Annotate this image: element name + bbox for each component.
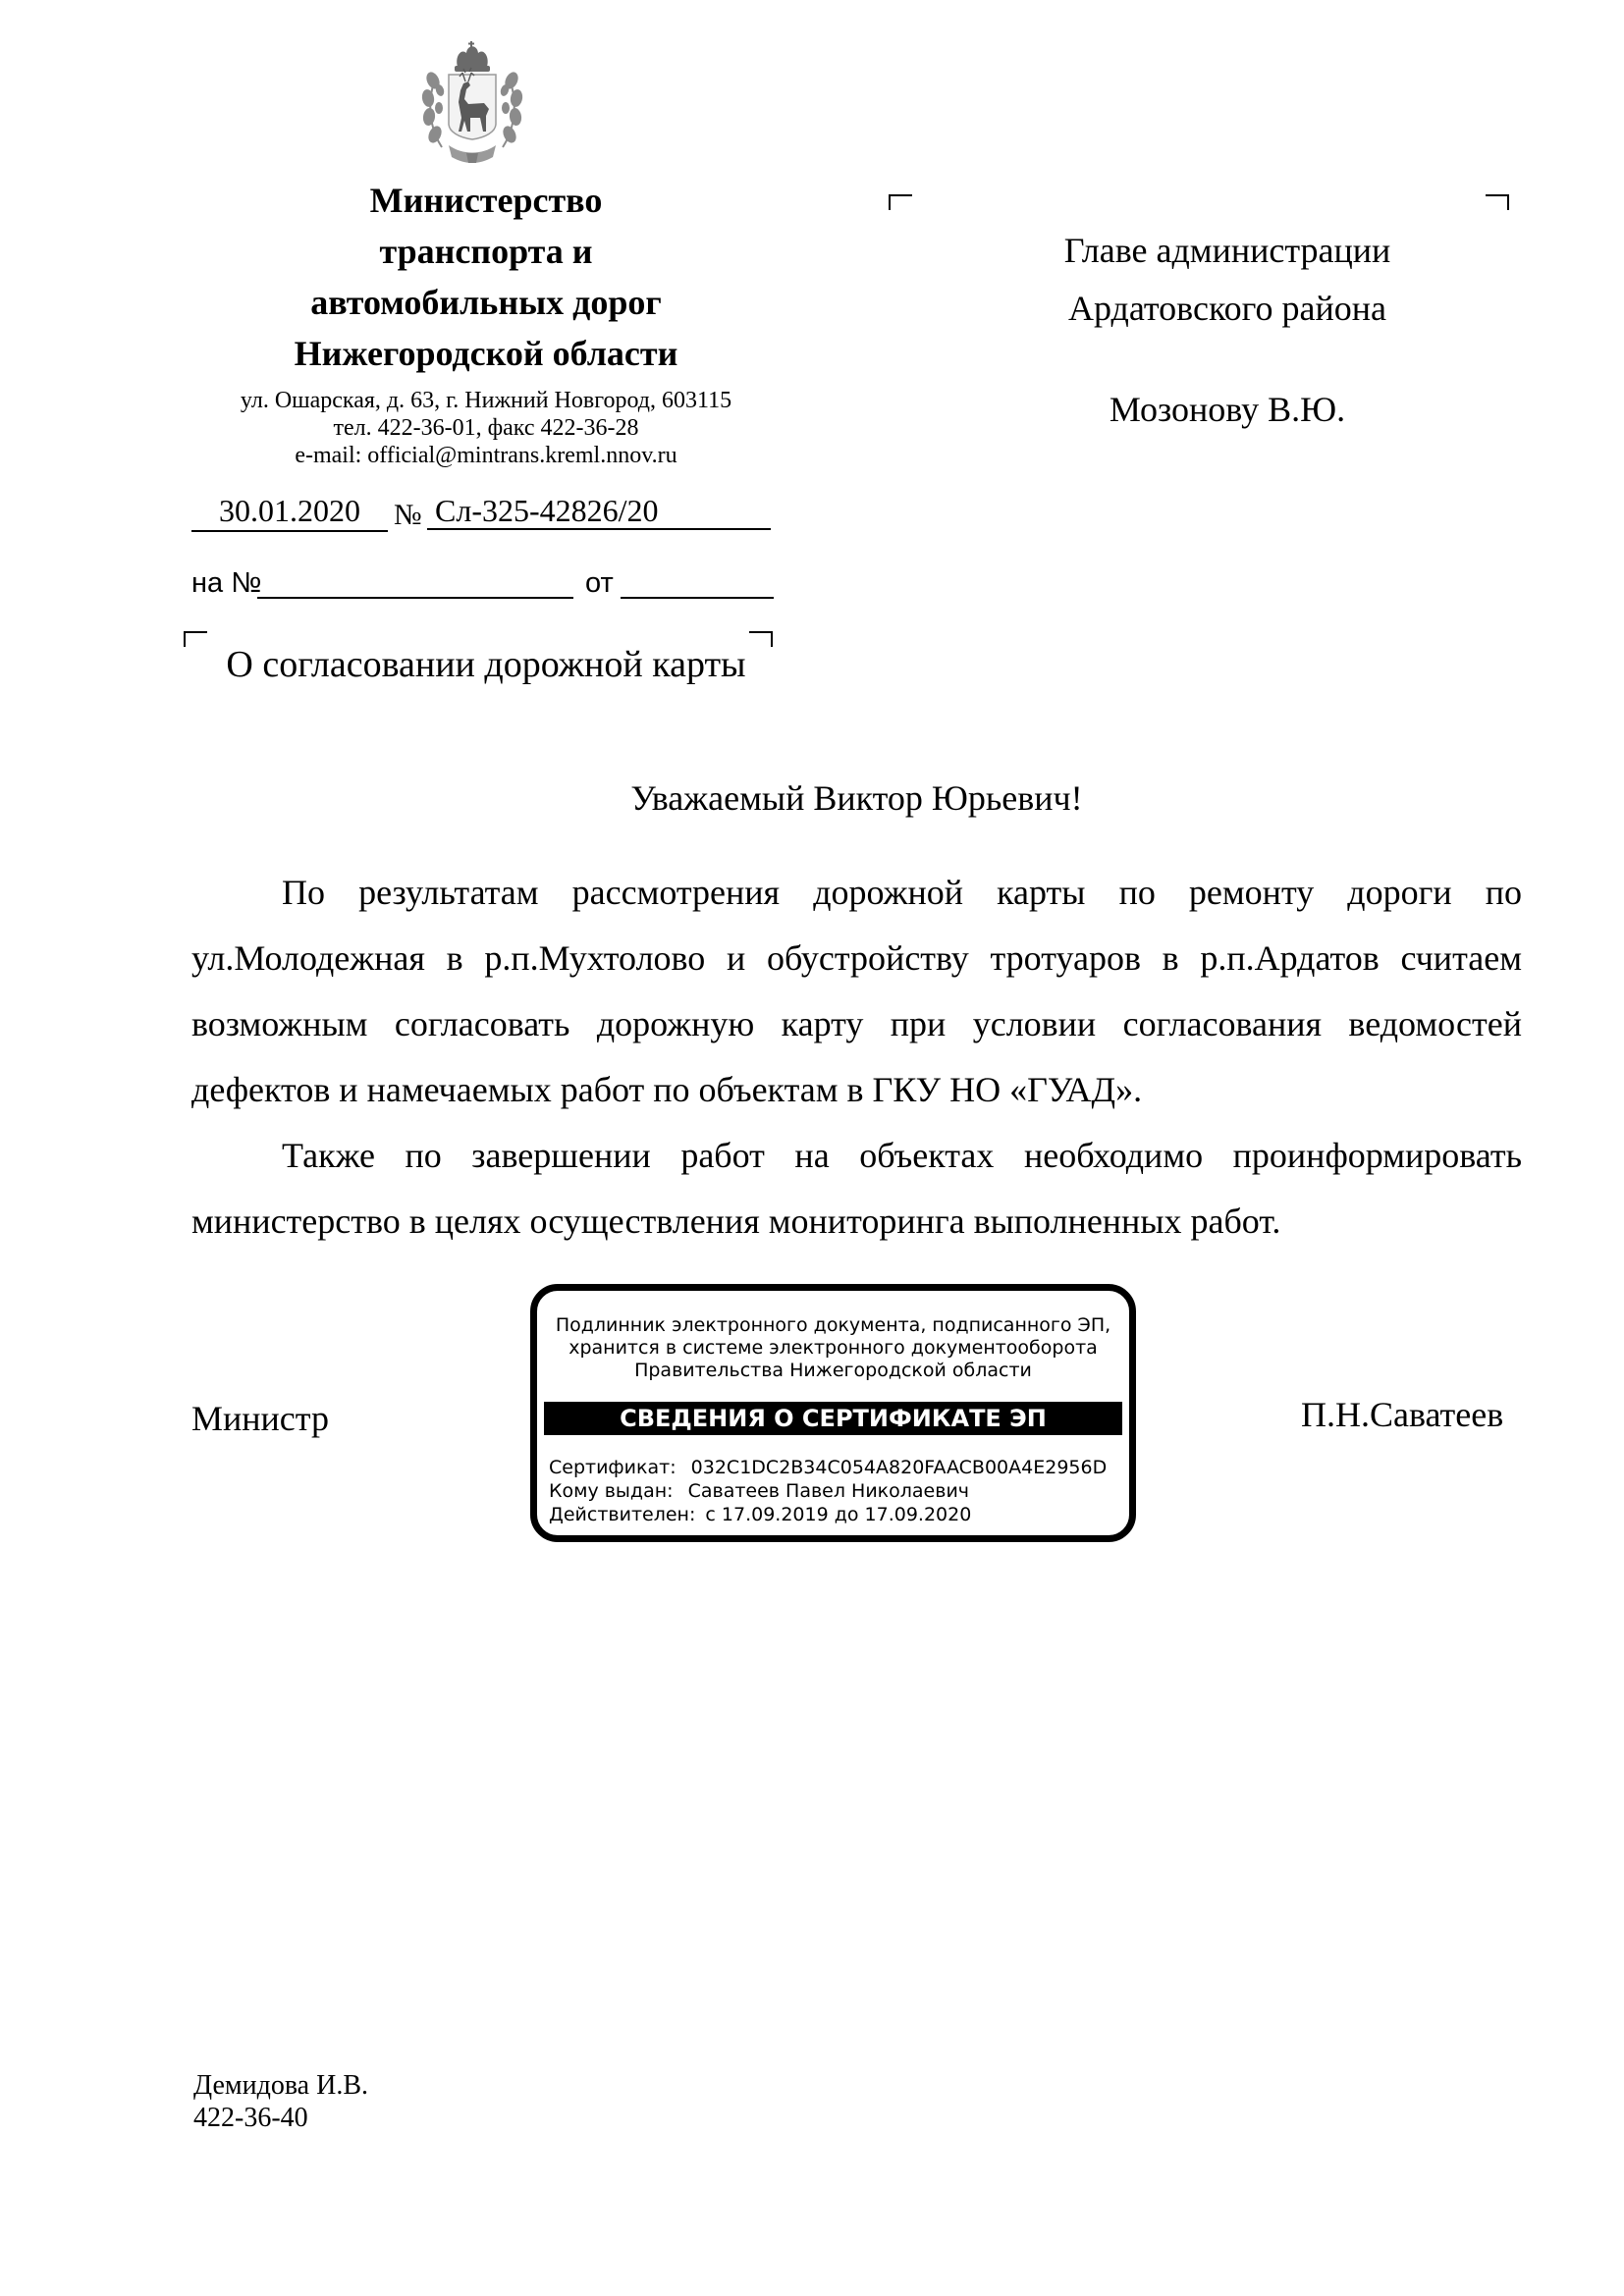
issued-to-label: Кому выдан: xyxy=(549,1480,674,1502)
address-street: ул. Ошарская, д. 63, г. Нижний Новгород, 603115 xyxy=(240,388,732,413)
addressee-corner-right xyxy=(1486,194,1509,210)
stamp-intro xyxy=(547,1314,1119,1382)
issued-to-row xyxy=(549,1479,1118,1503)
addressee-corner-left xyxy=(889,194,912,210)
ministry-address xyxy=(191,387,781,469)
reply-from-label: от xyxy=(585,567,614,599)
executor-phone: 422-36-40 xyxy=(193,2103,308,2133)
body-line: дефектов и намечаемых работ по объектам в ГКУ НО «ГУАД». xyxy=(191,1070,1143,1109)
stamp-intro-line: Подлинник электронного документа, подписанного ЭП, xyxy=(555,1314,1111,1336)
addressee-title-line: Главе администрации xyxy=(1063,231,1391,270)
certificate-label: Сертификат: xyxy=(549,1457,677,1478)
subject-line: О согласовании дорожной карты xyxy=(226,644,746,685)
electronic-signature-stamp xyxy=(530,1284,1136,1542)
body-line: По результатам рассмотрения дорожной карты по ремонту дороги по xyxy=(282,873,1522,912)
body-line: Также по завершении работ на объектах необходимо проинформировать xyxy=(282,1136,1522,1175)
ministry-name xyxy=(191,175,781,379)
executor-name: Демидова И.В. xyxy=(193,2070,368,2101)
number-sign: № xyxy=(394,499,422,531)
stamp-certificate-banner: СВЕДЕНИЯ О СЕРТИФИКАТЕ ЭП xyxy=(544,1402,1122,1435)
body-line: ул.Молодежная в р.п.Мухтолово и обустройству тротуаров в р.п.Ардатов считаем xyxy=(191,938,1522,978)
ministry-name-line: Министерство xyxy=(369,181,603,220)
stamp-certificate-details xyxy=(549,1456,1118,1526)
body-line: министерство в целях осуществления мониторинга выполненных работ. xyxy=(191,1201,1281,1241)
body-line: возможным согласовать дорожную карту при условии согласования ведомостей xyxy=(191,1004,1522,1043)
stamp-intro-line: хранится в системе электронного документооборота xyxy=(568,1337,1098,1359)
signer-name: П.Н.Саватеев xyxy=(1301,1395,1504,1434)
addressee-name: Мозонову В.Ю. xyxy=(1109,390,1346,429)
address-phone: тел. 422-36-01, факс 422-36-28 xyxy=(333,415,639,441)
certificate-number-row xyxy=(549,1456,1118,1479)
executor-block xyxy=(193,2069,368,2134)
ministry-name-line: автомобильных дорог xyxy=(310,283,662,322)
validity-value: с 17.09.2019 до 17.09.2020 xyxy=(705,1504,972,1525)
validity-label: Действителен: xyxy=(549,1504,696,1525)
reply-to-number-label: на № xyxy=(191,567,262,599)
outgoing-number: Сл-325-42826/20 xyxy=(427,493,771,530)
validity-row xyxy=(549,1503,1118,1526)
nizhny-novgorod-coat-of-arms-icon xyxy=(409,31,535,169)
letter-body xyxy=(191,860,1522,1255)
ministry-name-line: транспорта и xyxy=(379,232,593,271)
addressee-title-line: Ардатовского района xyxy=(1068,289,1386,328)
letter-date: 30.01.2020 xyxy=(191,493,388,532)
reply-to-number-blank xyxy=(257,567,573,599)
certificate-value: 032C1DC2B34C054A820FAACB00A4E2956D xyxy=(690,1457,1108,1478)
addressee-block xyxy=(938,222,1517,338)
reply-from-blank xyxy=(621,567,774,599)
stamp-intro-line: Правительства Нижегородской области xyxy=(634,1360,1032,1381)
signer-position: Министр xyxy=(191,1399,329,1438)
salutation: Уважаемый Виктор Юрьевич! xyxy=(630,778,1083,818)
address-email: e-mail: official@mintrans.kreml.nnov.ru xyxy=(295,443,677,468)
issued-to-value: Саватеев Павел Николаевич xyxy=(687,1480,970,1502)
ministry-name-line: Нижегородской области xyxy=(294,334,678,373)
